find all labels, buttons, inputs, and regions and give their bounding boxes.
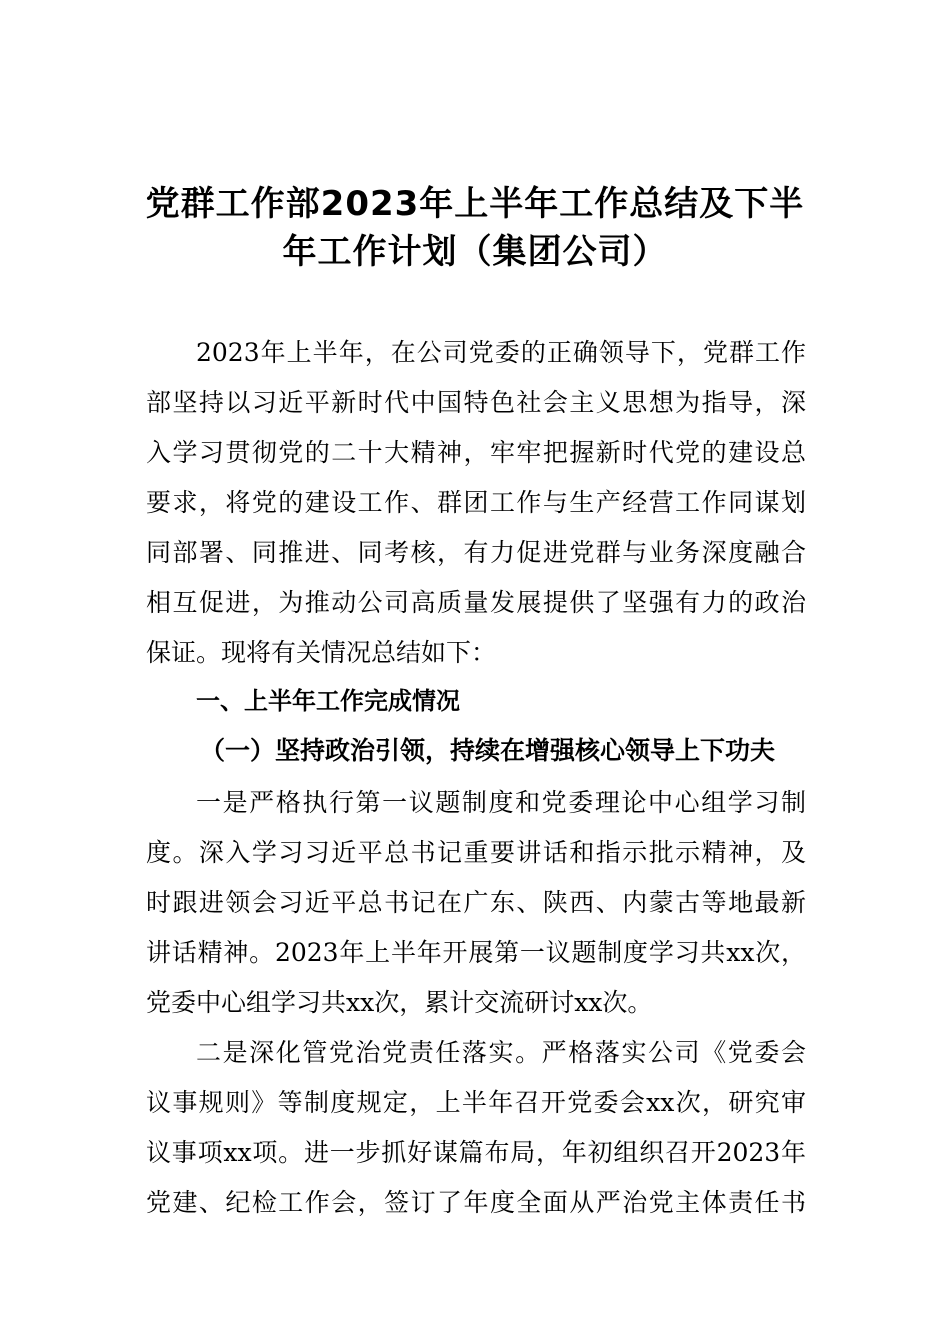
document-title-line-2: 年工作计划（集团公司） <box>282 232 668 272</box>
intro-line: 入学习贯彻党的二十大精神，牢牢把握新时代党的建设总 <box>146 438 806 467</box>
intro-line: 相互促进，为推动公司高质量发展提供了坚强有力的政治 <box>146 588 806 617</box>
paragraph-line: 一是严格执行第一议题制度和党委理论中心组学习制 <box>196 788 806 817</box>
paragraph-line: 党建、纪检工作会，签订了年度全面从严治党主体责任书 <box>146 1188 806 1217</box>
paragraph-line: 议事项xx项。进一步抓好谋篇布局，年初组织召开2023年 <box>146 1138 806 1167</box>
document-title-line-1: 党群工作部2023年上半年工作总结及下半 <box>145 184 805 224</box>
section-heading: 一、上半年工作完成情况 <box>196 687 460 715</box>
intro-line: 同部署、同推进、同考核，有力促进党群与业务深度融合 <box>146 538 806 567</box>
paragraph-line: 时跟进领会习近平总书记在广东、陕西、内蒙古等地最新 <box>146 888 806 917</box>
paragraph-line: 度。深入学习习近平总书记重要讲话和指示批示精神，及 <box>146 838 806 867</box>
paragraph-line: 党委中心组学习共xx次，累计交流研讨xx次。 <box>146 988 653 1017</box>
intro-line: 2023年上半年，在公司党委的正确领导下，党群工作 <box>196 338 806 367</box>
subsection-heading: （一）坚持政治引领，持续在增强核心领导上下功夫 <box>200 736 776 765</box>
paragraph-line: 议事规则》等制度规定，上半年召开党委会xx次，研究审 <box>146 1088 806 1117</box>
paragraph-line: 二是深化管党治党责任落实。严格落实公司《党委会 <box>196 1038 806 1067</box>
paragraph-line: 讲话精神。2023年上半年开展第一议题制度学习共xx次， <box>146 938 806 967</box>
intro-line: 部坚持以习近平新时代中国特色社会主义思想为指导，深 <box>146 388 806 417</box>
intro-line: 保证。现将有关情况总结如下： <box>146 638 497 667</box>
intro-line: 要求，将党的建设工作、群团工作与生产经营工作同谋划 <box>146 488 806 517</box>
